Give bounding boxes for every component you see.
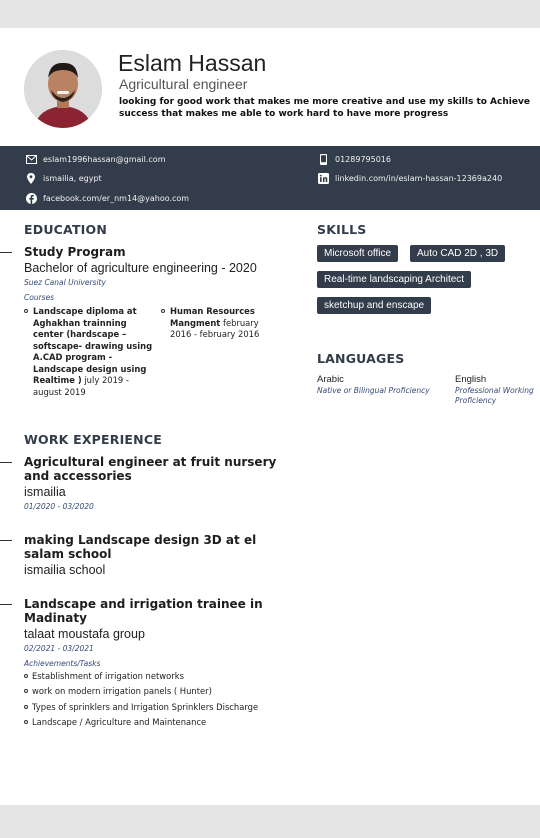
- person-name: Eslam Hassan: [118, 50, 267, 76]
- skill-tag: Auto CAD 2D , 3D: [410, 245, 505, 262]
- language-name: Arabic: [317, 374, 344, 385]
- language-level: Professional Working Proficiency: [455, 386, 534, 405]
- skill-tag: sketchup and enscape: [317, 297, 431, 314]
- contact-linkedin[interactable]: [317, 172, 502, 184]
- profile-summary: looking for good work that makes me more creative and use my skills to Achieve success that makes me able to work hard to have more progress: [119, 97, 530, 119]
- course-date: february 2016 - february 2016: [170, 317, 260, 339]
- contact-location: [25, 172, 102, 184]
- education-degree: Bachelor of agriculture engineering - 2020: [24, 261, 257, 275]
- job-title: making Landscape design 3D at el salam school: [24, 533, 257, 561]
- contact-email[interactable]: [25, 153, 166, 165]
- skills-heading: SKILLS: [317, 222, 367, 237]
- course-bullet: [24, 309, 28, 313]
- education-marker: [0, 252, 12, 253]
- contact-linkedin-text: linkedin.com/in/eslam-hassan-12369a240: [335, 173, 503, 183]
- course-title: Landscape diploma at Aghakhan trainning center (hardscape – softscape- drawing using A.CAD program - Landscape design using Realtime ): [33, 306, 153, 385]
- course-title: Human Resources Mangment: [170, 306, 255, 328]
- job-title: Landscape and irrigation trainee in Madinaty: [24, 597, 263, 625]
- course-date: july 2019 - august 2019: [33, 375, 129, 397]
- course-item: [170, 306, 275, 341]
- job-marker: [0, 604, 12, 605]
- contact-phone-text: 01289795016: [335, 154, 391, 164]
- job-company: ismailia: [24, 485, 66, 499]
- education-heading: EDUCATION: [24, 222, 108, 237]
- skill-tag: Real-time landscaping Architect: [317, 271, 471, 288]
- task-bullet: [24, 720, 28, 724]
- contact-bar: [0, 146, 540, 210]
- task-bullet: [24, 674, 28, 678]
- job-marker: [0, 462, 12, 463]
- task-item: Landscape / Agriculture and Maintenance: [32, 717, 207, 727]
- work-experience-heading: WORK EXPERIENCE: [24, 432, 162, 447]
- course-item: [33, 306, 153, 398]
- linkedin-icon: [317, 172, 329, 184]
- tasks-label: Achievements/Tasks: [24, 659, 101, 668]
- languages-heading: LANGUAGES: [317, 351, 405, 366]
- task-bullet: [24, 705, 28, 709]
- job-dates: 02/2021 - 03/2021: [24, 644, 94, 653]
- job-marker: [0, 540, 12, 541]
- language-level: Native or Bilingual Proficiency: [317, 386, 430, 395]
- contact-email-text: eslam1996hassan@gmail.com: [43, 154, 166, 164]
- job-dates: 01/2020 - 03/2020: [24, 502, 94, 511]
- facebook-icon: [25, 192, 37, 204]
- contact-facebook-text: facebook.com/er_nm14@yahoo.com: [43, 193, 190, 203]
- resume-page: [0, 28, 540, 805]
- language-name: English: [455, 374, 487, 385]
- education-school: Suez Canal University: [24, 278, 106, 287]
- skill-tag: Microsoft office: [317, 245, 398, 262]
- contact-phone[interactable]: [317, 153, 391, 165]
- education-program: Study Program: [24, 245, 126, 259]
- top-frame-bar: [0, 0, 540, 28]
- task-item: work on modern irrigation panels ( Hunter): [32, 686, 212, 696]
- job-company: ismailia school: [24, 563, 106, 577]
- course-bullet: [161, 309, 165, 313]
- task-bullet: [24, 689, 28, 693]
- job-company: talaat moustafa group: [24, 627, 145, 641]
- location-pin-icon: [25, 172, 37, 184]
- envelope-icon: [25, 153, 37, 165]
- task-item: Types of sprinklers and Irrigation Sprinklers Discharge: [32, 702, 259, 712]
- job-title: Agricultural engineer at fruit nursery and accessories: [24, 455, 277, 483]
- contact-location-text: ismailia, egypt: [43, 173, 102, 183]
- job-title: Agricultural engineer: [119, 76, 248, 92]
- phone-icon: [317, 153, 329, 165]
- courses-label: Courses: [24, 293, 55, 302]
- contact-facebook[interactable]: [25, 192, 189, 204]
- profile-photo: [24, 50, 102, 128]
- task-item: Establishment of irrigation networks: [32, 671, 184, 681]
- bottom-frame-bar: [0, 805, 540, 838]
